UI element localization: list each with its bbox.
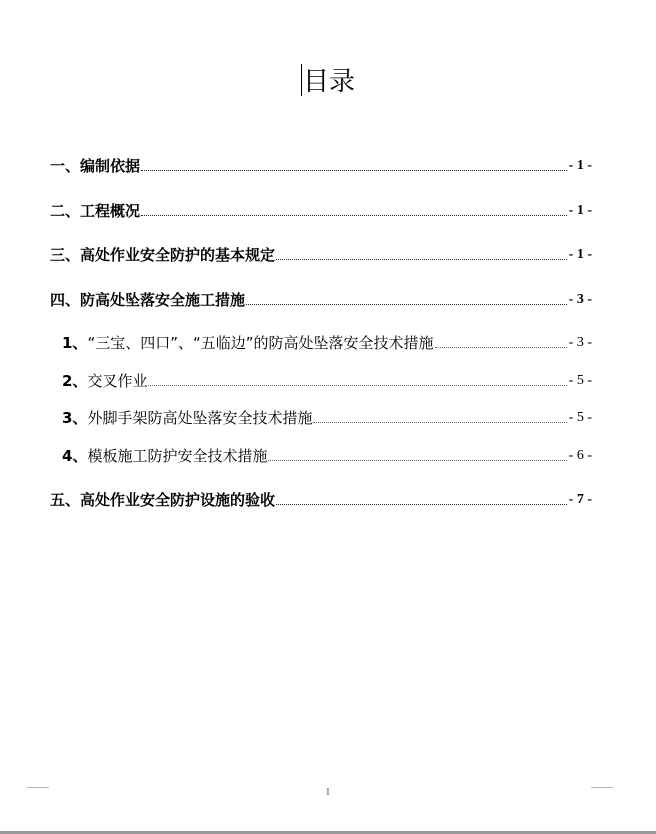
toc-entry-label: 五、高处作业安全防护设施的验收 (50, 491, 276, 509)
toc-subentry-page: - 6 - (568, 448, 592, 463)
toc-entry[interactable] (50, 152, 592, 176)
toc-entry-page: - 3 - (568, 292, 592, 307)
toc-entry[interactable] (50, 486, 592, 510)
page-corner-mark-right (591, 787, 613, 788)
toc-entry-label: 一、编制依据 (50, 157, 141, 175)
toc-subentry-text: 外脚手架防高处坠落安全技术措施 (87, 409, 313, 427)
toc-subentry-label (62, 371, 147, 391)
toc-subentry-number: 4、 (62, 447, 88, 465)
dot-leader (246, 304, 567, 305)
toc-subentry-number: 3、 (62, 409, 88, 427)
toc-subentry-label (62, 446, 267, 466)
dot-leader (268, 460, 566, 461)
toc-subentry[interactable] (62, 442, 592, 466)
toc-subentry-page: - 5 - (568, 373, 592, 388)
toc-entry[interactable] (50, 197, 592, 221)
dot-leader (141, 170, 567, 171)
dot-leader (276, 259, 567, 260)
toc-title-text: 目录 (302, 67, 355, 97)
dot-leader (141, 215, 567, 216)
toc-entry-page: - 7 - (568, 492, 592, 507)
toc-subentry-page: - 3 - (568, 335, 592, 350)
toc-subentry[interactable] (62, 367, 592, 391)
footer-page-number: I (326, 786, 330, 798)
toc-entry-page: - 1 - (568, 247, 592, 262)
toc-entry[interactable] (50, 241, 592, 265)
dot-leader (313, 422, 566, 423)
toc-subentry-label (62, 333, 434, 353)
toc-subentry-text: 交叉作业 (87, 372, 148, 390)
toc-entry-page: - 1 - (568, 203, 592, 218)
toc-entry[interactable] (50, 286, 592, 310)
toc-entry-page: - 1 - (568, 158, 592, 173)
toc-subentry-page: - 5 - (568, 410, 592, 425)
toc-entry-label: 二、工程概况 (50, 202, 141, 220)
dot-leader (148, 385, 566, 386)
dot-leader (435, 347, 567, 348)
toc-subentry[interactable] (62, 404, 592, 428)
toc-entry-label: 四、防高处坠落安全施工措施 (50, 291, 246, 309)
toc-subentry-label (62, 408, 312, 428)
toc-subentry-text: “三宝、四口”、“五临边”的防高处坠落安全技术措施 (87, 334, 434, 352)
toc-subentry-text: 模板施工防护安全技术措施 (87, 447, 268, 465)
dot-leader (276, 504, 567, 505)
toc-subentry[interactable] (62, 329, 592, 353)
toc-subentry-number: 2、 (62, 372, 88, 390)
toc-entry-label: 三、高处作业安全防护的基本规定 (50, 246, 276, 264)
toc-subentry-number: 1、 (62, 334, 88, 352)
